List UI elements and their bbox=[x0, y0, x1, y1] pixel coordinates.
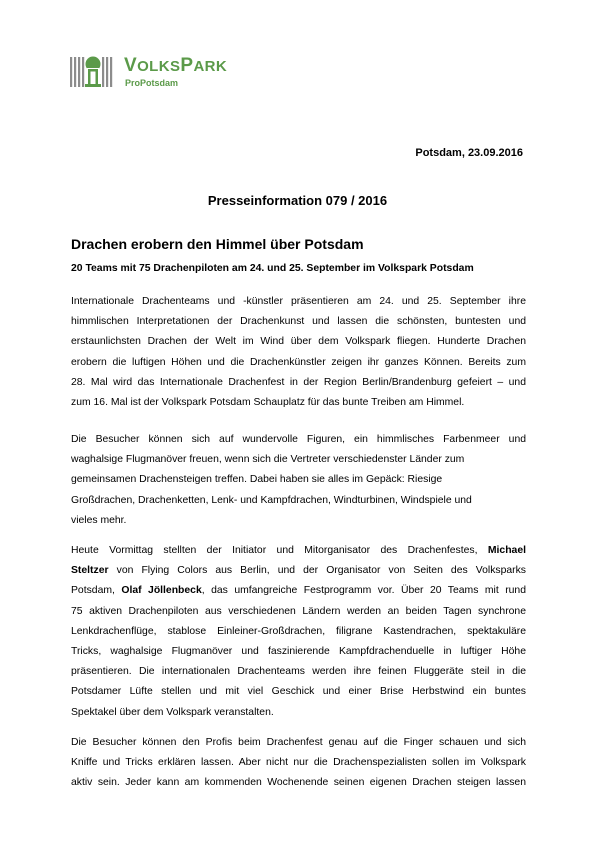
paragraph-line: Potsdam, Olaf Jöllenbeck, das umfangreiche Festprogramm vor. Über 20 Teams mit rund bbox=[71, 585, 526, 597]
volkspark-tree-gate-icon bbox=[70, 55, 116, 89]
paragraph-line: vieles mehr. bbox=[71, 514, 127, 526]
paragraph-line: aktiv sein. Jeder kann am kommenden Wochenende seinen eigenen Drachen steigen lassen bbox=[71, 777, 526, 789]
logo-subtitle: ProPotsdam bbox=[125, 78, 179, 88]
paragraph-line: präsentieren. Die internationalen Drachenteams werden ihre feinen Fluggeräte steil in die bbox=[71, 666, 526, 678]
paragraph-3 bbox=[71, 541, 526, 723]
paragraph-2 bbox=[71, 430, 526, 531]
paragraph-line: Die Besucher können sich auf wundervolle Figuren, ein himmlisches Farbenmeer und bbox=[71, 434, 526, 445]
paragraph-line: Die Besucher können den Profis beim Drachenfest genau auf die Finger schauen und sich bbox=[71, 737, 526, 748]
paragraph-line: Tricks, waghalsige Flugmanöver und faszinierende Kampfdrachenduelle in luftiger Höhe bbox=[71, 646, 526, 658]
paragraph-line: Großdrachen, Drachenketten, Lenk- und Kampfdrachen, Windturbinen, Windspiele und bbox=[71, 494, 472, 506]
logo-wordmark: VOLKSPARK bbox=[124, 55, 228, 76]
paragraph-line: erstaunlichsten Drachen der Welt im Wind über dem Volkspark fliegen. Hunderte Drachen bbox=[71, 336, 526, 348]
paragraph-line: Internationale Drachenteams und -künstler präsentieren am 24. und 25. September ihre bbox=[71, 296, 526, 307]
paragraph-line: erobern die luftigen Höhen und die Drachenkünstler zeigen ihr ganzes Können. Bereits zum bbox=[71, 356, 526, 368]
press-release-title: Presseinformation 079 / 2016 bbox=[207, 193, 388, 208]
subheadline: 20 Teams mit 75 Drachenpiloten am 24. und 25. September im Volkspark Potsdam bbox=[71, 263, 474, 274]
name-michael-steltzer: Michael bbox=[487, 545, 526, 556]
document-date: Potsdam, 23.09.2016 bbox=[415, 147, 523, 159]
paragraph-line: gemeinsamen Drachensteigen treffen. Dabei haben sie alles im Gepäck: Riesige bbox=[71, 474, 443, 486]
paragraph-line: 75 aktiven Drachenpiloten aus verschiedenen Ländern werden an beiden Tagen synchrone bbox=[71, 605, 526, 617]
name-steltzer: Steltzer bbox=[71, 565, 109, 577]
paragraph-1 bbox=[71, 292, 526, 413]
headline: Drachen erobern den Himmel über Potsdam bbox=[71, 236, 364, 252]
paragraph-line: Spektakel über dem Volkspark veranstalten. bbox=[71, 706, 274, 718]
paragraph-line: zum 16. Mal ist der Volkspark Potsdam Schauplatz für das bunte Treiben am Himmel. bbox=[71, 397, 465, 409]
name-olaf-joellenbeck: Olaf Jöllenbeck bbox=[121, 585, 202, 597]
paragraph-line: himmlischen Interpretationen der Drachenkunst und lassen die schönsten, buntesten und bbox=[71, 316, 526, 328]
paragraph-4 bbox=[71, 733, 526, 794]
paragraph-line: waghalsige Flugmanöver freuen, wenn sich die Vertreter verschiedenster Länder zum bbox=[71, 454, 465, 466]
paragraph-line: Potsdamer Lüfte stellen und mit viel Geschick und einer Brise Herbstwind ein buntes bbox=[71, 686, 526, 698]
paragraph-line: Kniffe und Tricks erklären lassen. Aber nicht nur die Drachenspezialisten sollen im Volkspark bbox=[71, 757, 526, 769]
paragraph-line: 28. Mal wird das Internationale Drachenfest in der Region Berlin/Brandenburg gefeiert – und bbox=[71, 376, 526, 388]
paragraph-line: Steltzer von Flying Colors aus Berlin, und der Organisator von Seiten des Volksparks bbox=[71, 565, 526, 577]
paragraph-line: Heute Vormittag stellten der Initiator und Mitorganisator des Drachenfestes, Michael bbox=[71, 545, 526, 556]
volkspark-logo bbox=[70, 55, 260, 95]
paragraph-line: Lenkdrachenflüge, stablose Einleiner-Großdrachen, filigrane Kastendrachen, spektakuläre bbox=[71, 625, 526, 637]
